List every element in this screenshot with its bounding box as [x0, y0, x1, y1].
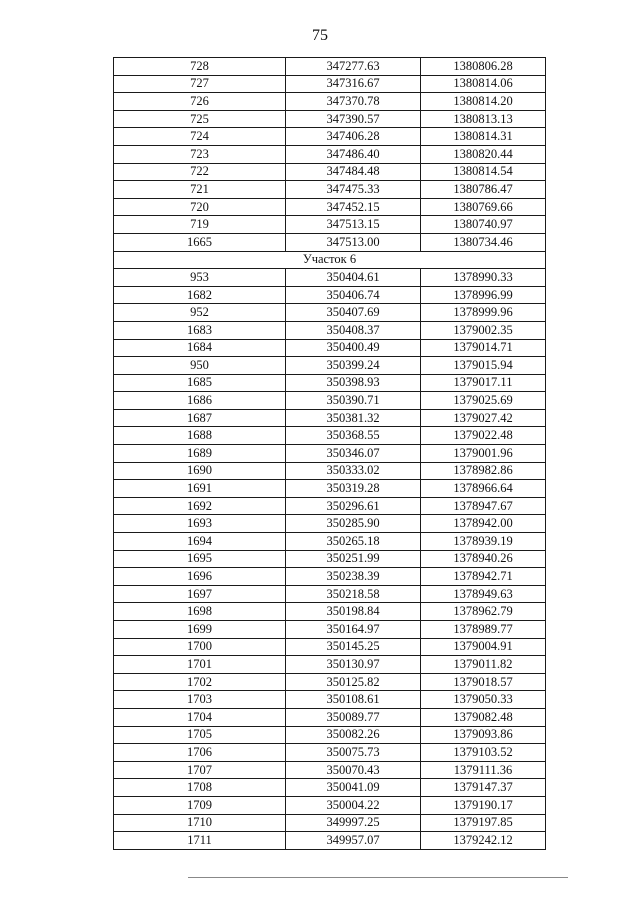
x-coordinate-cell: 350346.07: [286, 445, 421, 463]
point-number-cell: 1687: [114, 409, 286, 427]
table-row: [114, 321, 546, 339]
x-coordinate-cell: 350130.97: [286, 656, 421, 674]
y-coordinate-cell: 1378942.71: [421, 568, 546, 586]
x-coordinate-cell: 350390.71: [286, 392, 421, 410]
point-number-cell: 1704: [114, 708, 286, 726]
point-number-cell: 1709: [114, 796, 286, 814]
footer-rule: [188, 877, 568, 878]
y-coordinate-cell: 1379022.48: [421, 427, 546, 445]
table-row: [114, 357, 546, 375]
table-row: [114, 585, 546, 603]
point-number-cell: 1708: [114, 779, 286, 797]
y-coordinate-cell: 1379103.52: [421, 744, 546, 762]
table-row: [114, 603, 546, 621]
table-row: [114, 75, 546, 93]
y-coordinate-cell: 1378982.86: [421, 462, 546, 480]
table-row: [114, 216, 546, 234]
point-number-cell: 719: [114, 216, 286, 234]
table-row: [114, 638, 546, 656]
point-number-cell: 1710: [114, 814, 286, 832]
table-row: [114, 673, 546, 691]
x-coordinate-cell: 350238.39: [286, 568, 421, 586]
y-coordinate-cell: 1378962.79: [421, 603, 546, 621]
y-coordinate-cell: 1380814.31: [421, 128, 546, 146]
x-coordinate-cell: 350406.74: [286, 286, 421, 304]
table-row: [114, 656, 546, 674]
point-number-cell: 952: [114, 304, 286, 322]
table-row: [114, 304, 546, 322]
y-coordinate-cell: 1378990.33: [421, 269, 546, 287]
x-coordinate-cell: 350296.61: [286, 497, 421, 515]
table-row: [114, 497, 546, 515]
y-coordinate-cell: 1378999.96: [421, 304, 546, 322]
y-coordinate-cell: 1378939.19: [421, 533, 546, 551]
point-number-cell: 1665: [114, 233, 286, 251]
point-number-cell: 725: [114, 110, 286, 128]
y-coordinate-cell: 1378996.99: [421, 286, 546, 304]
y-coordinate-cell: 1380786.47: [421, 181, 546, 199]
point-number-cell: 1683: [114, 321, 286, 339]
x-coordinate-cell: 347390.57: [286, 110, 421, 128]
table-row: [114, 761, 546, 779]
y-coordinate-cell: 1378940.26: [421, 550, 546, 568]
y-coordinate-cell: 1380814.06: [421, 75, 546, 93]
point-number-cell: 1697: [114, 585, 286, 603]
y-coordinate-cell: 1379004.91: [421, 638, 546, 656]
point-number-cell: 1707: [114, 761, 286, 779]
point-number-cell: 723: [114, 145, 286, 163]
point-number-cell: 721: [114, 181, 286, 199]
point-number-cell: 1703: [114, 691, 286, 709]
x-coordinate-cell: 350400.49: [286, 339, 421, 357]
table-row: [114, 568, 546, 586]
point-number-cell: 1691: [114, 480, 286, 498]
point-number-cell: 1689: [114, 445, 286, 463]
table-row: [114, 814, 546, 832]
x-coordinate-cell: 350082.26: [286, 726, 421, 744]
point-number-cell: 953: [114, 269, 286, 287]
point-number-cell: 722: [114, 163, 286, 181]
x-coordinate-cell: 350381.32: [286, 409, 421, 427]
table-row: [114, 233, 546, 251]
table-row: [114, 832, 546, 850]
y-coordinate-cell: 1379147.37: [421, 779, 546, 797]
table-row: [114, 691, 546, 709]
point-number-cell: 1705: [114, 726, 286, 744]
point-number-cell: 728: [114, 58, 286, 76]
x-coordinate-cell: 347513.15: [286, 216, 421, 234]
table-row: [114, 128, 546, 146]
point-number-cell: 1693: [114, 515, 286, 533]
section-header-row: [114, 251, 546, 269]
y-coordinate-cell: 1379011.82: [421, 656, 546, 674]
x-coordinate-cell: 350399.24: [286, 357, 421, 375]
coordinates-table-body: [114, 58, 546, 850]
x-coordinate-cell: 349957.07: [286, 832, 421, 850]
x-coordinate-cell: 350075.73: [286, 744, 421, 762]
point-number-cell: 1699: [114, 621, 286, 639]
table-row: [114, 462, 546, 480]
x-coordinate-cell: 350041.09: [286, 779, 421, 797]
y-coordinate-cell: 1380820.44: [421, 145, 546, 163]
point-number-cell: 1706: [114, 744, 286, 762]
table-row: [114, 533, 546, 551]
table-row: [114, 58, 546, 76]
y-coordinate-cell: 1380814.20: [421, 93, 546, 111]
y-coordinate-cell: 1379002.35: [421, 321, 546, 339]
x-coordinate-cell: 350407.69: [286, 304, 421, 322]
y-coordinate-cell: 1380769.66: [421, 198, 546, 216]
x-coordinate-cell: 347406.28: [286, 128, 421, 146]
x-coordinate-cell: 350125.82: [286, 673, 421, 691]
x-coordinate-cell: 350265.18: [286, 533, 421, 551]
point-number-cell: 1696: [114, 568, 286, 586]
point-number-cell: 727: [114, 75, 286, 93]
x-coordinate-cell: 350408.37: [286, 321, 421, 339]
x-coordinate-cell: 347370.78: [286, 93, 421, 111]
table-row: [114, 515, 546, 533]
y-coordinate-cell: 1379190.17: [421, 796, 546, 814]
x-coordinate-cell: 350319.28: [286, 480, 421, 498]
table-row: [114, 374, 546, 392]
y-coordinate-cell: 1378947.67: [421, 497, 546, 515]
x-coordinate-cell: 347513.00: [286, 233, 421, 251]
y-coordinate-cell: 1378942.00: [421, 515, 546, 533]
x-coordinate-cell: 347486.40: [286, 145, 421, 163]
y-coordinate-cell: 1380814.54: [421, 163, 546, 181]
table-row: [114, 409, 546, 427]
y-coordinate-cell: 1379093.86: [421, 726, 546, 744]
x-coordinate-cell: 350368.55: [286, 427, 421, 445]
point-number-cell: 1685: [114, 374, 286, 392]
y-coordinate-cell: 1378989.77: [421, 621, 546, 639]
table-row: [114, 480, 546, 498]
point-number-cell: 1690: [114, 462, 286, 480]
x-coordinate-cell: 350333.02: [286, 462, 421, 480]
y-coordinate-cell: 1379027.42: [421, 409, 546, 427]
x-coordinate-cell: 350398.93: [286, 374, 421, 392]
y-coordinate-cell: 1380734.46: [421, 233, 546, 251]
y-coordinate-cell: 1378966.64: [421, 480, 546, 498]
table-row: [114, 392, 546, 410]
point-number-cell: 1686: [114, 392, 286, 410]
point-number-cell: 1700: [114, 638, 286, 656]
point-number-cell: 1692: [114, 497, 286, 515]
table-row: [114, 621, 546, 639]
x-coordinate-cell: 347475.33: [286, 181, 421, 199]
point-number-cell: 1688: [114, 427, 286, 445]
point-number-cell: 1694: [114, 533, 286, 551]
y-coordinate-cell: 1379111.36: [421, 761, 546, 779]
table-row: [114, 796, 546, 814]
y-coordinate-cell: 1380740.97: [421, 216, 546, 234]
page-number: 75: [312, 27, 328, 44]
y-coordinate-cell: 1379014.71: [421, 339, 546, 357]
table-row: [114, 145, 546, 163]
x-coordinate-cell: 347484.48: [286, 163, 421, 181]
x-coordinate-cell: 350108.61: [286, 691, 421, 709]
x-coordinate-cell: 349997.25: [286, 814, 421, 832]
point-number-cell: 1682: [114, 286, 286, 304]
y-coordinate-cell: 1378949.63: [421, 585, 546, 603]
x-coordinate-cell: 347277.63: [286, 58, 421, 76]
x-coordinate-cell: 347316.67: [286, 75, 421, 93]
table-row: [114, 198, 546, 216]
point-number-cell: 1684: [114, 339, 286, 357]
table-row: [114, 427, 546, 445]
x-coordinate-cell: 350004.22: [286, 796, 421, 814]
y-coordinate-cell: 1380813.13: [421, 110, 546, 128]
x-coordinate-cell: 350070.43: [286, 761, 421, 779]
table-row: [114, 744, 546, 762]
y-coordinate-cell: 1379082.48: [421, 708, 546, 726]
section-title: Участок 6: [114, 251, 546, 269]
table-row: [114, 269, 546, 287]
y-coordinate-cell: 1379242.12: [421, 832, 546, 850]
table-row: [114, 110, 546, 128]
y-coordinate-cell: 1379015.94: [421, 357, 546, 375]
x-coordinate-cell: 350089.77: [286, 708, 421, 726]
coordinates-table: [113, 57, 546, 850]
point-number-cell: 1702: [114, 673, 286, 691]
y-coordinate-cell: 1380806.28: [421, 58, 546, 76]
x-coordinate-cell: 350218.58: [286, 585, 421, 603]
x-coordinate-cell: 350164.97: [286, 621, 421, 639]
y-coordinate-cell: 1379197.85: [421, 814, 546, 832]
point-number-cell: 720: [114, 198, 286, 216]
point-number-cell: 1711: [114, 832, 286, 850]
table-row: [114, 163, 546, 181]
table-row: [114, 286, 546, 304]
point-number-cell: 1695: [114, 550, 286, 568]
table-row: [114, 445, 546, 463]
y-coordinate-cell: 1379018.57: [421, 673, 546, 691]
table-row: [114, 779, 546, 797]
y-coordinate-cell: 1379001.96: [421, 445, 546, 463]
table-row: [114, 550, 546, 568]
table-row: [114, 339, 546, 357]
y-coordinate-cell: 1379025.69: [421, 392, 546, 410]
point-number-cell: 726: [114, 93, 286, 111]
point-number-cell: 950: [114, 357, 286, 375]
x-coordinate-cell: 350285.90: [286, 515, 421, 533]
table-row: [114, 93, 546, 111]
point-number-cell: 1698: [114, 603, 286, 621]
table-row: [114, 708, 546, 726]
table-row: [114, 181, 546, 199]
x-coordinate-cell: 350145.25: [286, 638, 421, 656]
y-coordinate-cell: 1379017.11: [421, 374, 546, 392]
y-coordinate-cell: 1379050.33: [421, 691, 546, 709]
x-coordinate-cell: 350404.61: [286, 269, 421, 287]
x-coordinate-cell: 347452.15: [286, 198, 421, 216]
point-number-cell: 724: [114, 128, 286, 146]
x-coordinate-cell: 350198.84: [286, 603, 421, 621]
point-number-cell: 1701: [114, 656, 286, 674]
x-coordinate-cell: 350251.99: [286, 550, 421, 568]
table-row: [114, 726, 546, 744]
